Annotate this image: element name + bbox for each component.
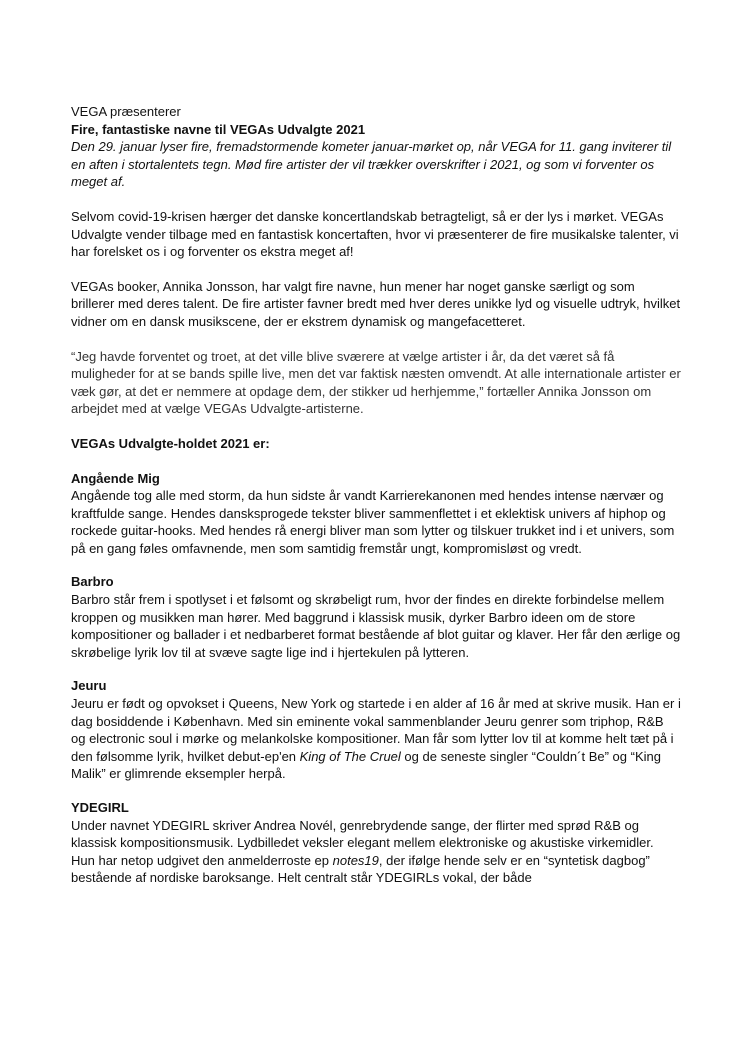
- lineup-heading: VEGAs Udvalgte-holdet 2021 er:: [71, 435, 270, 451]
- artist-name-jeuru: Jeuru: [71, 678, 107, 694]
- ydegirl-text-part-1: Under navnet YDEGIRL skriver Andrea Novél, genrebrydende sange, der flirter med sprød R&B og klassisk kompositionsmusik. Lydbilledet veksler elegant mellem elektroniske og akustiske virkemidler. Hun har netop udgivet den anmelderroste ep: [71, 817, 654, 868]
- artist-text-barbro: Barbro står frem i spotlyset i et følsomt og skrøbeligt rum, hvor der findes en direkte forbindelse mellem kroppen og musikken man hører. Med baggrund i klassisk musik, dyrker Barbro ideen om de store kompositioner og ballader i et nedbarberet format bestående af blot guitar og klaver. Her får den ærlige og skrøbelige lyrik lov til at svæve sagte lige ind i hjertekulen på lytteren.: [71, 592, 681, 660]
- artist-text-ydegirl: [71, 817, 681, 887]
- ydegirl-text-part-2: , der ifølge hende selv er en “syntetisk dagbog” bestående af nordiske baroksange. Helt centralt står YDEGIRLs vokal, der både: [71, 852, 650, 886]
- lead-paragraph: Den 29. januar lyser fire, fremadstormende kometer januar-mørket op, når VEGA for 11. gang inviterer til en aften i stortalentets tegn. Mød fire artister der vil trækker overskrifter i 2021, og som vi forventer os meget af.: [71, 139, 672, 190]
- jeuru-text-part-2: og de seneste singler “Couldn´t Be” og “King Malik” er glimrende eksempler herpå.: [71, 748, 661, 782]
- artist-text-jeuru: [71, 695, 681, 783]
- headline: Fire, fantastiske navne til VEGAs Udvalgte 2021: [71, 121, 366, 137]
- jeuru-text-part-1: Jeuru er født og opvokset i Queens, New York og startede i en alder af 16 år med at skrive musik. Han er i dag bosiddende i København. Med sin eminente vokal sammenblander Jeuru genrer som triphop, R&B og electronic soul i mørke og melankolske kompositioner. Man får som lytter lov til at komme helt tæt på i den følsomme lyrik, hvilket debut-ep'en: [71, 696, 681, 764]
- body-paragraph-crisis: Selvom covid-19-krisen hærger det danske koncertlandskab betragteligt, så er der lys i mørket. VEGAs Udvalgte vender tilbage med en fantastisk koncertaften, hvor vi præsenterer de fire musikalske talenter, vi har forelsket os i og forventer os ekstra meget af!: [71, 208, 679, 260]
- body-paragraph-quote: “Jeg havde forventet og troet, at det ville blive sværere at vælge artister i år, da det været så få muligheder for at se bands spille live, men det var faktisk næsten omvendt. At alle internationale artister er væk gør, at det er nemmere at opdage dem, der stikker ud herhjemme,” fortæller Annika Jonsson om arbejdet med at vælge VEGAs Udvalgte-artisterne.: [71, 348, 681, 417]
- artist-name-ydegirl: YDEGIRL: [71, 800, 129, 815]
- press-release-page: [71, 103, 681, 887]
- jeuru-album-title: King of The Cruel: [299, 748, 401, 764]
- presenter-line: VEGA præsenterer: [71, 104, 181, 119]
- artist-name-angaaende-mig: Angående Mig: [71, 470, 160, 486]
- ydegirl-album-title: notes19: [332, 852, 379, 868]
- artist-name-barbro: Barbro: [71, 574, 114, 590]
- body-paragraph-booker: VEGAs booker, Annika Jonsson, har valgt fire navne, hun mener har noget ganske særligt og som brillerer med deres talent. De fire artister favner bredt med hver deres unikke lyd og visuelle udtryk, hvilket vidner om en dansk musikscene, der er ekstrem dynamisk og mangefacetteret.: [71, 278, 681, 329]
- artist-text-angaaende-mig: Angående tog alle med storm, da hun sidste år vandt Karrierekanonen med hendes intense nærvær og kraftfulde sange. Hendes dansksprogede tekster bliver sammenflettet i et eklektisk univers af hiphop og rockede guitar-hooks. Med hendes rå energi bliver man som lytter og tilskuer trukket ind i et univers, som på en gang føles omfavnende, men som samtidig fremstår ungt, kompromisløst og vredt.: [71, 488, 675, 556]
